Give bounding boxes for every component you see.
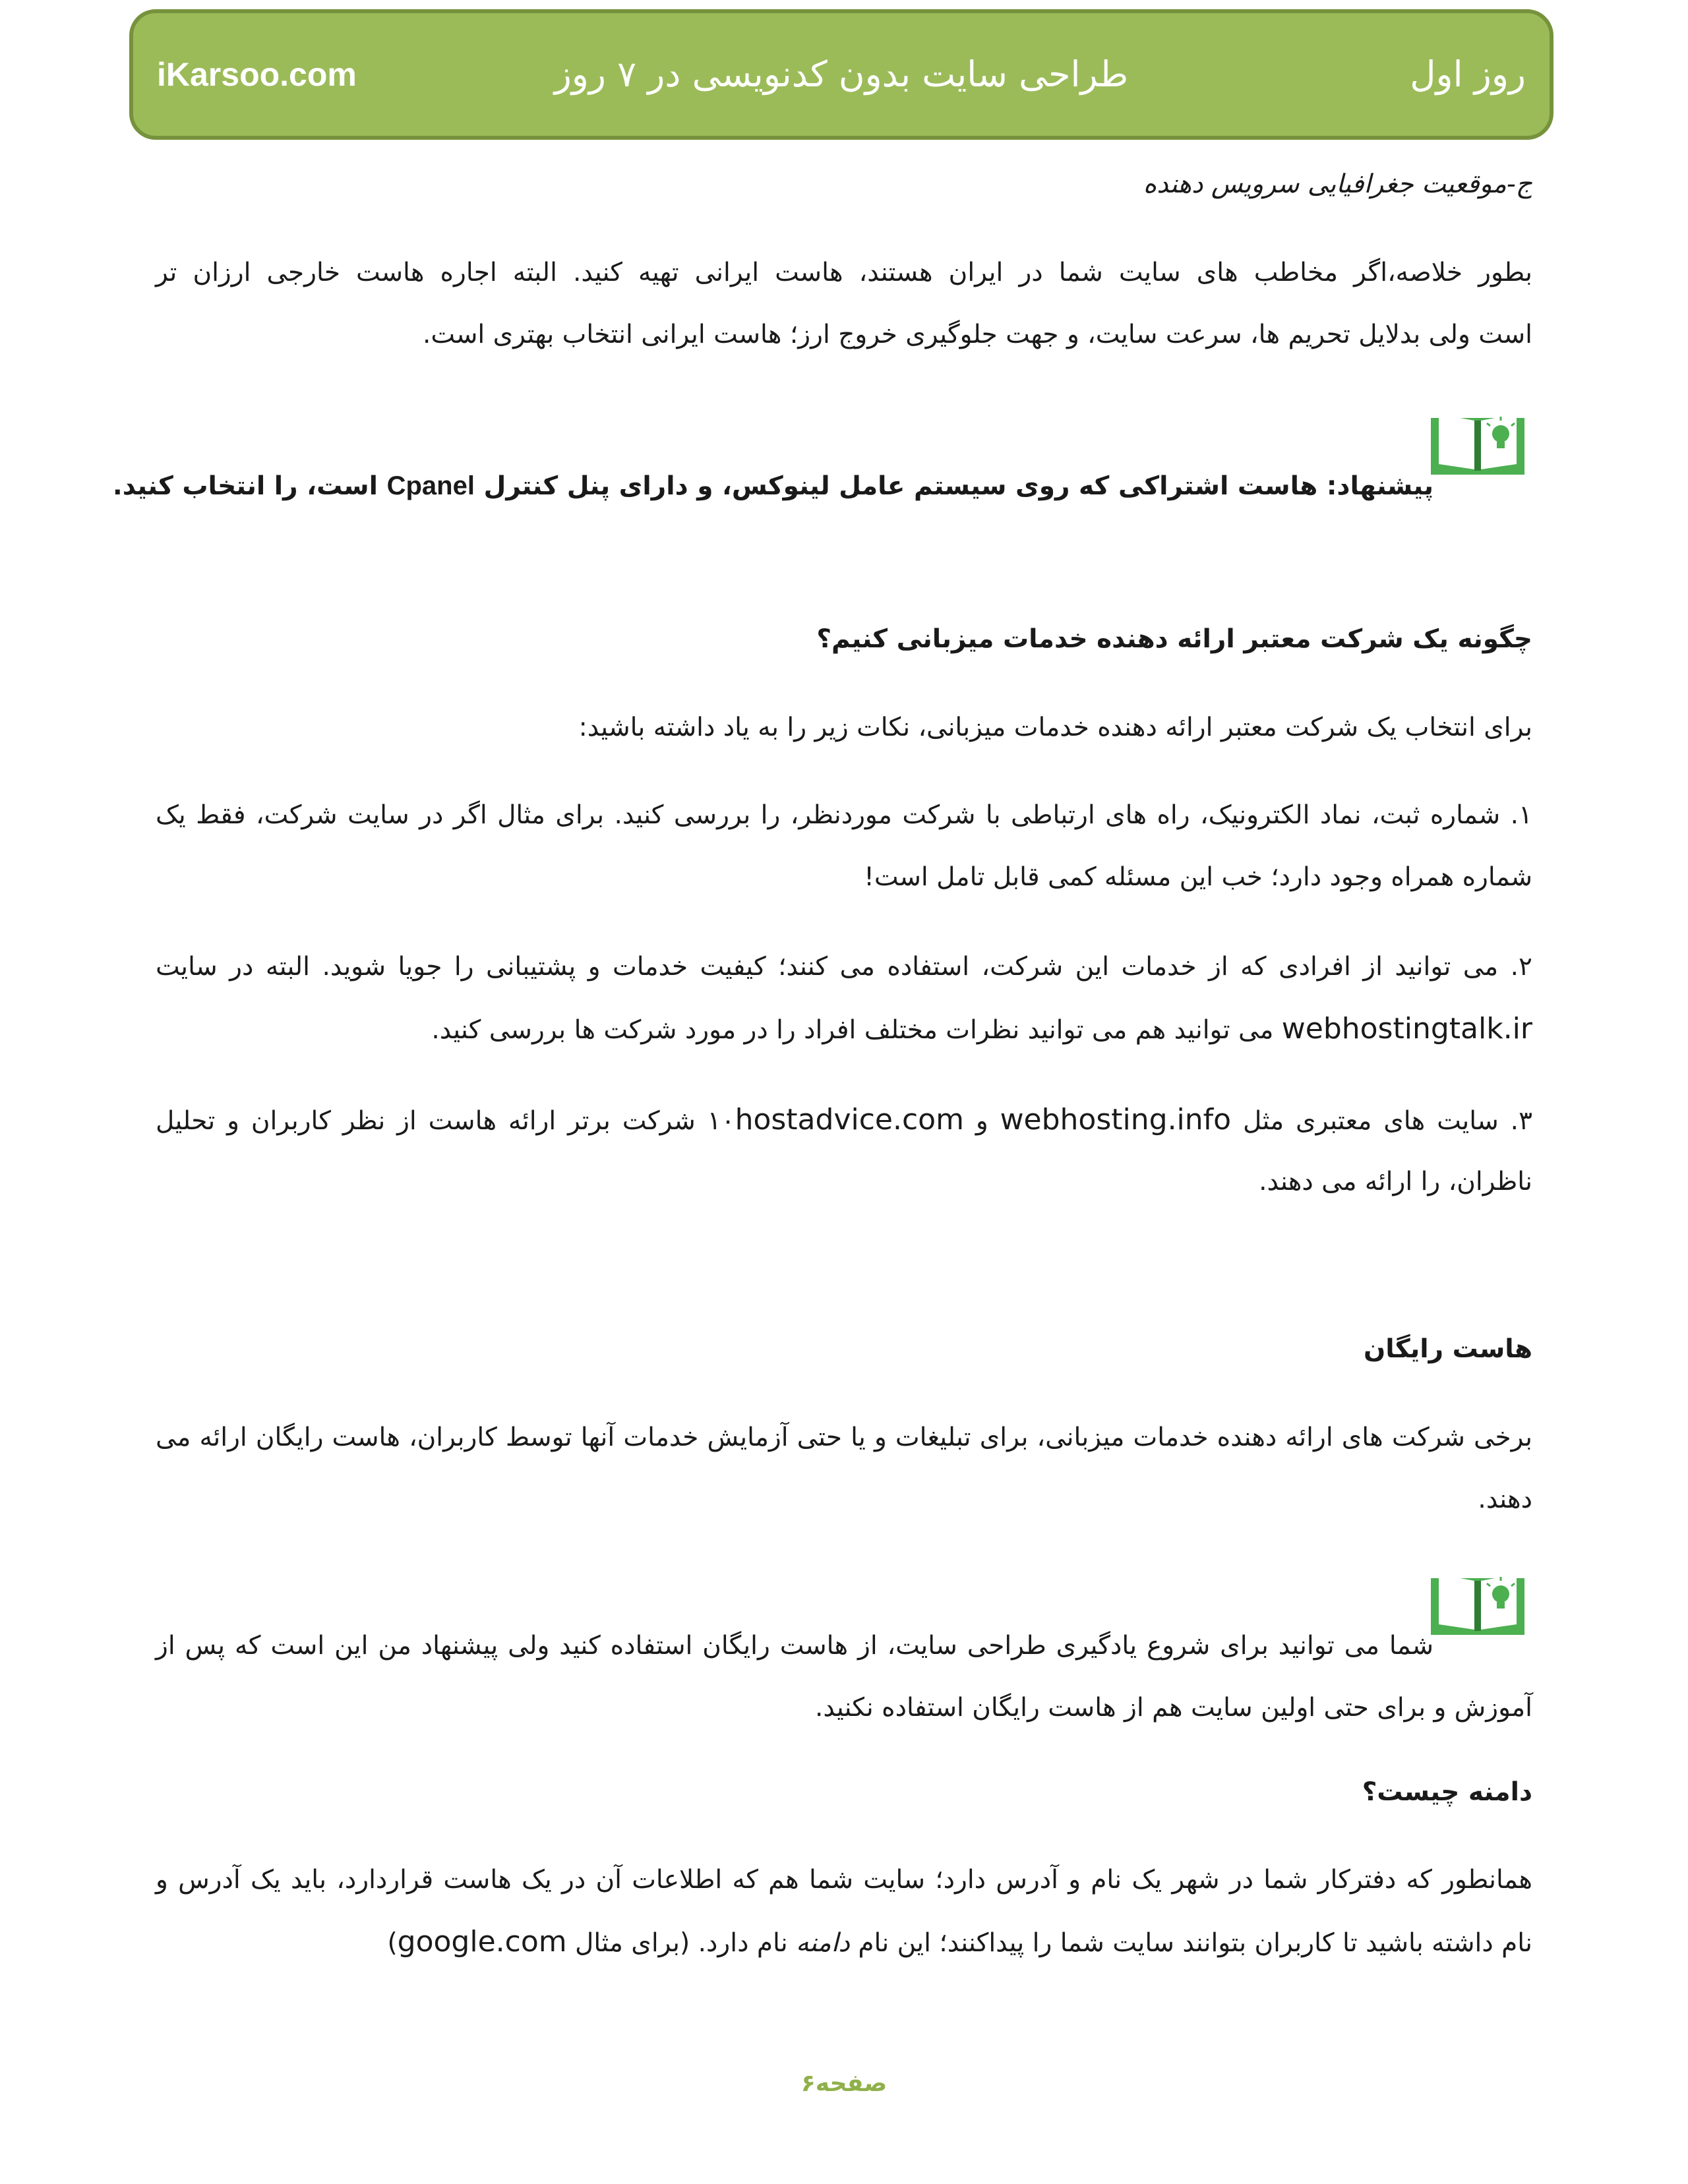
header-site-name: iKarsoo.com (157, 56, 357, 93)
paragraph-domain: همانطور که دفترکار شما در شهر یک نام و آدرس دارد؛ سایت شما هم که اطلاعات آن در یک هاست قراردارد، باید یک آدرس و نام داشته باشید تا کاربران بتوانند سایت شما را پیداکنند؛ این نام دامنه نام دارد. (برای مثال google.com) (156, 1865, 1532, 1959)
google-example-link[interactable]: google.com (397, 1925, 567, 1959)
list-item-2: ۲. می توانید از افرادی که از خدمات این شرکت، استفاده می کنند؛ کیفیت خدمات و پشتیبانی را جویا شوید. البته در سایت webhostingtalk.ir می توانید هم می توانید نظرات مختلف افراد را در مورد شرکت ها بررسی کنید. (156, 952, 1532, 1046)
domain-term: دامنه (796, 1928, 850, 1958)
header-title: طراحی سایت بدون کدنویسی در ۷ روز (554, 53, 1129, 95)
tip-shared-hosting: پیشنهاد: هاست اشتراکی که روی سیستم عامل لینوکس، و دارای پنل کنترل Cpanel است، را انتخاب کنید. (112, 471, 1433, 501)
list-item-3: ۳. سایت های معتبری مثل webhosting.info و ۱۰hostadvice.com شرکت برتر ارائه هاست از نظر کاربران و تحلیل ناظران، را ارائه می دهند. (156, 1103, 1533, 1196)
paragraph-geo-summary: بطور خلاصه،اگر مخاطب های سایت شما در ایران هستند، هاست ایرانی تهیه کنید. البته اجاره هاست خارجی ارزان تر است ولی بدلایل تحریم ها، سرعت سایت، و جهت جلوگیری خروج ارز؛ هاست ایرانی انتخاب بهتری است. (156, 258, 1532, 349)
intro-paragraph: برای انتخاب یک شرکت معتبر ارائه دهنده خدمات میزبانی، نکات زیر را به یاد داشته باشید: (578, 713, 1532, 742)
cpanel-term: Cpanel (386, 471, 475, 500)
webhostingtalk-link[interactable]: webhostingtalk.ir (1281, 1012, 1532, 1046)
list-item-1: ۱. شماره ثبت، نماد الکترونیک، راه های ارتباطی با شرکت موردنظر، را بررسی کنید. برای مثال اگر در سایت شرکت، فقط یک شماره همراه وجود دارد؛ خب این مسئله کمی قابل تامل است! (156, 800, 1532, 892)
webhosting-info-link[interactable]: webhosting.info (1000, 1103, 1232, 1136)
page-header (129, 9, 1553, 140)
paragraph-free-host: برخی شرکت های ارائه دهنده خدمات میزبانی، برای تبلیغات و یا حتی آزمایش خدمات آنها توسط کاربران، هاست رایگان ارائه می دهند. (156, 1423, 1532, 1514)
page-number: صفحه۶ (800, 2070, 888, 2097)
tip-free-host: شما می توانید برای شروع یادگیری طراحی سایت، از هاست رایگان استفاده کنید ولی پیشنهاد من این است که پس از آموزش و برای حتی اولین سایت هم از هاست رایگان استفاده نکنید. (156, 1631, 1532, 1723)
header-day: روز اول (1410, 53, 1526, 95)
heading-domain: دامنه چیست؟ (1362, 1777, 1532, 1807)
heading-choose-host: چگونه یک شرکت معتبر ارائه دهنده خدمات میزبانی کنیم؟ (816, 624, 1532, 654)
heading-free-host: هاست رایگان (1364, 1334, 1532, 1364)
subheading: ج-موقعیت جغرافیایی سرویس دهنده (1143, 169, 1532, 199)
hostadvice-link[interactable]: hostadvice.com (735, 1103, 964, 1136)
